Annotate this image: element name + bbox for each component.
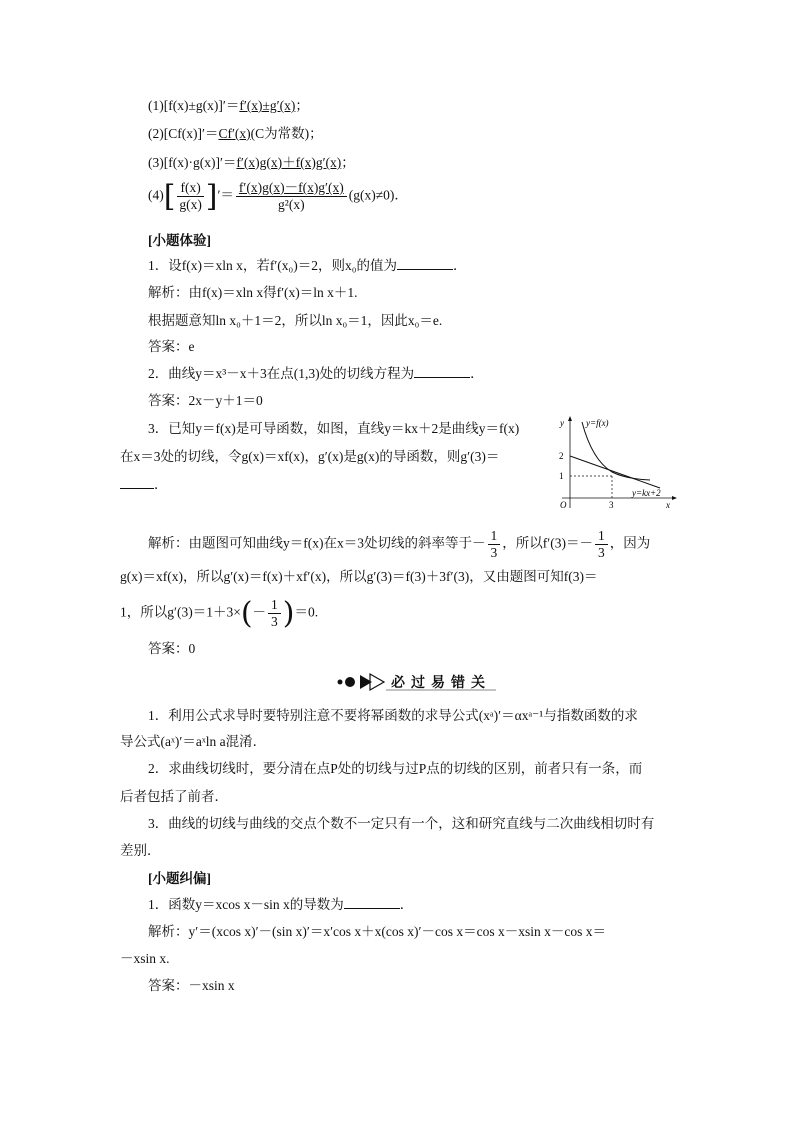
section-header [336, 671, 506, 693]
answer-text: 答案：2x－y＋1＝0 [148, 393, 263, 408]
formula-constant-rule [148, 125, 323, 143]
answer-blank [344, 896, 400, 909]
solution-text: 解析：由题图可知曲线y＝f(x)在x＝3处切线的斜率等于－ [148, 535, 486, 551]
right-paren: ) [282, 595, 295, 631]
fraction-denominator: 3 [271, 614, 278, 629]
graph-tick-2: 2 [559, 451, 564, 461]
formula-answer: Cf′(x) [218, 126, 251, 141]
graph-y-label: y [560, 418, 564, 428]
formula-text: (C为常数)； [250, 126, 323, 141]
answer-blank [397, 257, 453, 270]
fraction-numerator: 1 [488, 528, 501, 545]
error-note-3-cont: 差别． [120, 843, 161, 858]
fraction [595, 528, 608, 561]
formula-text: ； [341, 155, 355, 170]
fraction-numerator: 1 [595, 528, 608, 545]
graph-tick-3: 3 [609, 500, 614, 510]
quotient-fraction [177, 180, 203, 213]
answer-text: 答案：－xsin x [148, 978, 235, 993]
error-note-1-cont: 导公式(aˣ)′＝aˣln a混淆． [120, 734, 267, 749]
fraction-denominator: g²(x) [278, 197, 305, 212]
answer-text: 答案：0 [148, 641, 196, 656]
practice-heading: [小题体验] [148, 233, 211, 248]
question-2 [148, 365, 484, 383]
formula-text: (1)[f(x)±g(x)]′＝ [148, 98, 240, 113]
fraction [268, 597, 281, 630]
curve-fx [582, 422, 650, 480]
x-axis-arrow [672, 496, 677, 500]
formula-product-rule [148, 154, 355, 172]
question-3-line: 在x＝3处的切线，令g(x)＝xf(x)，g′(x)是g(x)的导函数，则g′(3)＝ [120, 449, 500, 464]
solution-text: 根据题意知ln x₀＋1＝2，所以ln x₀＝1，因此x₀＝e. [148, 313, 443, 328]
left-bracket: [ [163, 178, 176, 214]
fraction [488, 528, 501, 561]
question-text: ． [470, 366, 484, 381]
decor-dot-large [345, 677, 355, 687]
solution-text: 解析：y′＝(xcos x)′－(sin x)′＝x′cos x＋x(cos x)′－cos x＝cos x－xsin x－cos x＝ [148, 924, 606, 939]
solution-text: 解析：由f(x)＝xln x得f′(x)＝ln x＋1. [148, 285, 358, 300]
fraction-denominator: 3 [597, 545, 605, 560]
solution-text: －xsin x. [120, 951, 170, 966]
answer-blank [414, 365, 470, 378]
y-axis-arrow [568, 416, 572, 421]
solution-line [120, 597, 318, 630]
question-3-solution [148, 528, 650, 561]
formula-text: (2)[Cf(x)]′＝ [148, 126, 219, 141]
error-note-1: 1．利用公式求导时要特别注意不要将幂函数的求导公式(xᵃ)′＝αxᵃ⁻¹与指数函数的求 [148, 708, 638, 723]
error-note-2: 2．求曲线切线时，要分清在点P处的切线与过P点的切线的区别，前者只有一条，而 [148, 761, 643, 776]
question-text: ． [452, 258, 467, 273]
solution-text: ＝0. [294, 604, 319, 620]
section-title: 必过易错关 [391, 676, 491, 691]
formula-sum-rule [148, 97, 309, 115]
error-note-2-cont: 后者包括了前者． [120, 789, 228, 804]
graph-label-curve: y=f(x) [586, 418, 609, 428]
answer-blank [120, 476, 154, 489]
solution-text: 1，所以g′(3)＝1＋3× [120, 604, 241, 620]
question-3-line: 3．已知y＝f(x)是可导函数，如图，直线y＝kx＋2是曲线y＝f(x) [148, 421, 520, 436]
graph-label-line: y=kx+2 [632, 488, 661, 498]
solution-text: g(x)＝xf(x)，所以g′(x)＝f(x)＋xf′(x)，所以g′(3)＝f(3)＋3f′(3)，又由题图可知f(3)＝ [120, 569, 598, 584]
question-correction-1 [148, 896, 413, 914]
question-1 [148, 257, 466, 275]
right-bracket: ] [205, 178, 218, 214]
formula-text: ′＝ [217, 187, 234, 203]
question-3-line [120, 476, 168, 494]
practice-heading: [小题纠偏] [148, 871, 211, 886]
left-paren: ( [240, 595, 253, 631]
solution-text: ，因为 [609, 535, 651, 551]
formula-text: ； [295, 98, 309, 113]
minus-sign: － [252, 604, 267, 620]
formula-answer: f′(x)±g′(x) [239, 98, 296, 113]
fraction-numerator: 1 [268, 597, 281, 614]
fraction-numerator: f′(x)g(x)－f(x)g′(x) [236, 180, 347, 197]
formula-text: (3)[f(x)·g(x)]′＝ [148, 155, 237, 170]
quotient-result-fraction [236, 180, 347, 213]
fraction-denominator: 3 [490, 545, 498, 560]
graph-tick-1: 1 [559, 471, 564, 481]
formula-answer: f′(x)g(x)＋f(x)g′(x) [236, 155, 342, 170]
question-text: ． [399, 897, 414, 912]
function-graph [550, 412, 680, 512]
answer-text: 答案：e [148, 339, 195, 354]
question-text: ． [154, 477, 168, 492]
fraction-numerator: f(x) [177, 180, 203, 197]
fraction-denominator: g(x) [179, 197, 202, 212]
tangent-line [570, 456, 660, 488]
question-text: 1．设f(x)＝xln x，若f′(x₀)＝2，则x₀的值为 [148, 258, 397, 273]
formula-text: (4) [148, 187, 164, 203]
solution-text: ，所以f′(3)＝－ [502, 535, 593, 551]
graph-origin: O [560, 500, 567, 510]
question-text: 2．曲线y＝x³－x＋3在点(1,3)处的切线方程为 [148, 366, 415, 381]
formula-text: (g(x)≠0)． [348, 187, 408, 203]
decor-dot-small [338, 680, 343, 685]
question-text: 1．函数y＝xcos x－sin x的导数为 [148, 897, 344, 912]
decor-arrow-outline [370, 674, 384, 690]
formula-quotient-rule [148, 180, 408, 213]
graph-x-label: x [666, 500, 670, 510]
error-note-3: 3．曲线的切线与曲线的交点个数不一定只有一个，这和研究直线与二次曲线相切时有 [148, 816, 655, 831]
